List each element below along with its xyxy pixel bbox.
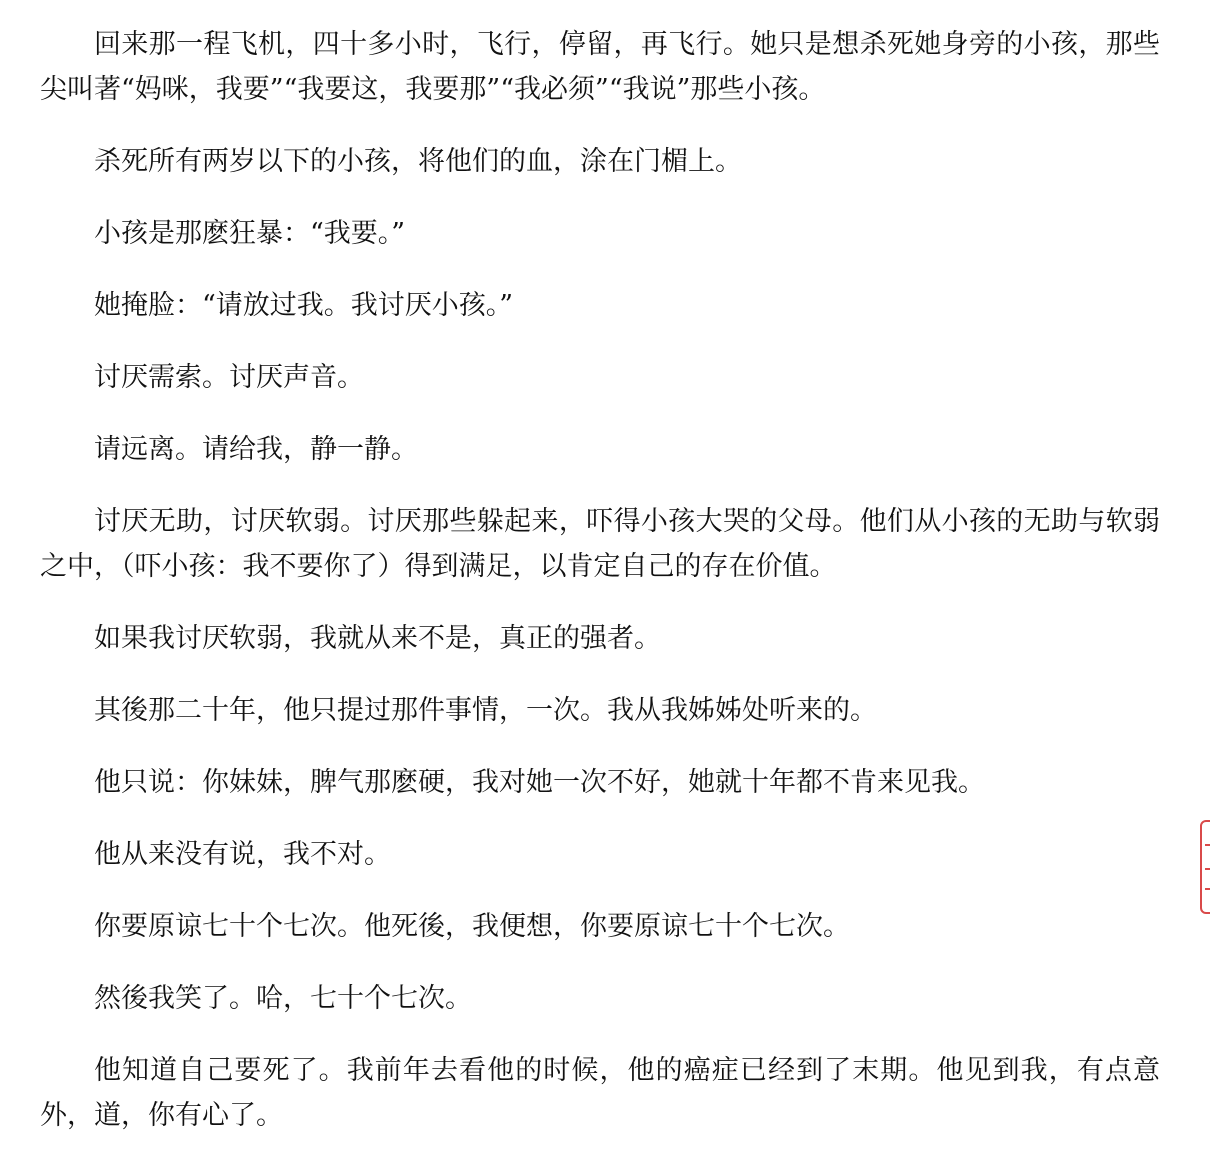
tab-mark [1205, 844, 1210, 846]
paragraph-12: 你要原谅七十个七次。他死後，我便想，你要原谅七十个七次。 [94, 911, 850, 942]
paragraph-11: 他从来没有说，我不对。 [94, 839, 391, 870]
bookmark-tab-icon[interactable] [1200, 820, 1210, 914]
paragraph-1: 回来那一程飞机，四十多小时，飞行，停留，再飞行。她只是想杀死她身旁的小孩，那些尖叫著“妈咪，我要”“我要这，我要那”“我必须”“我说”那些小孩。 [40, 29, 1160, 105]
paragraph-5: 讨厌需索。讨厌声音。 [94, 362, 364, 393]
document-page [40, 22, 1160, 1165]
tab-mark [1205, 888, 1210, 890]
paragraph-6: 请远离。请给我，静一静。 [94, 434, 418, 465]
paragraph-10: 他只说：你妹妹，脾气那麽硬，我对她一次不好，她就十年都不肯来见我。 [94, 767, 985, 798]
paragraph-14: 他知道自己要死了。我前年去看他的时候，他的癌症已经到了末期。他见到我，有点意外，道，你有心了。 [40, 1055, 1160, 1131]
paragraph-9: 其後那二十年，他只提过那件事情，一次。我从我姊姊处听来的。 [94, 695, 877, 726]
paragraph-4: 她掩脸：“请放过我。我讨厌小孩。” [94, 290, 514, 321]
tab-mark [1205, 868, 1210, 870]
paragraph-3: 小孩是那麽狂暴：“我要。” [94, 218, 406, 249]
paragraph-2: 杀死所有两岁以下的小孩，将他们的血，涂在门楣上。 [94, 146, 742, 177]
paragraph-7: 讨厌无助，讨厌软弱。讨厌那些躲起来，吓得小孩大哭的父母。他们从小孩的无助与软弱之中，（吓小孩：我不要你了）得到满足，以肯定自己的存在价值。 [40, 506, 1160, 582]
paragraph-13: 然後我笑了。哈，七十个七次。 [94, 983, 472, 1014]
paragraph-8: 如果我讨厌软弱，我就从来不是，真正的强者。 [94, 623, 661, 654]
